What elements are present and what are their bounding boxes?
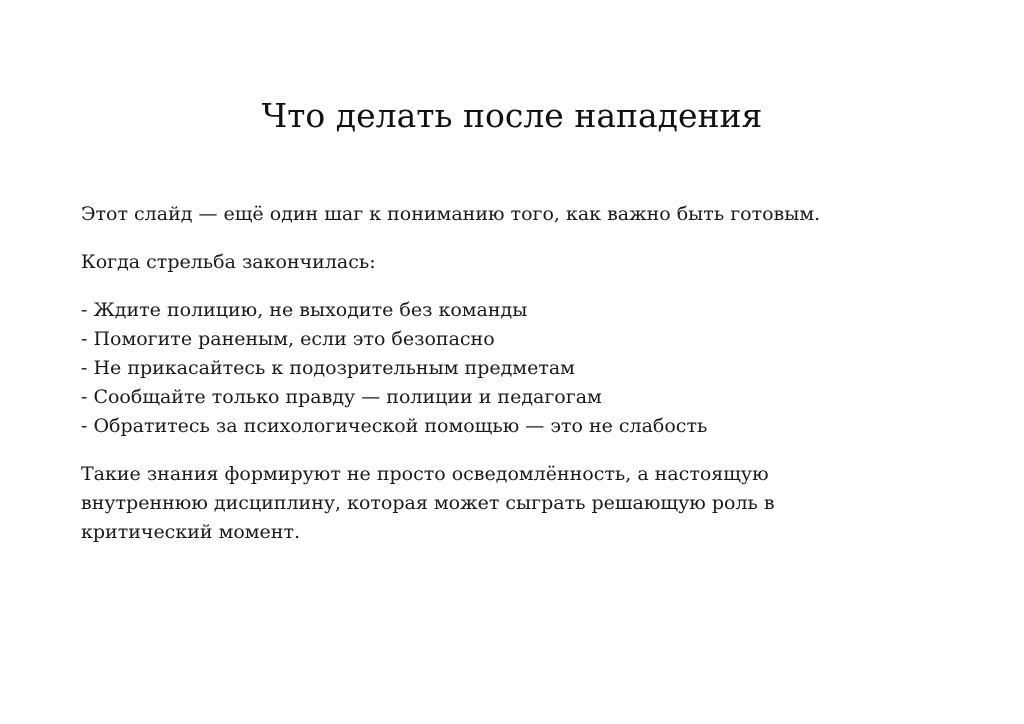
list-item: - Не прикасайтесь к подозрительным предметам <box>81 357 575 379</box>
list-item: - Сообщайте только правду — полиции и педагогам <box>81 386 602 408</box>
lead-paragraph: Когда стрельба закончилась: <box>81 251 376 273</box>
conclusion-paragraph: Такие знания формируют не просто осведомлённость, а настоящую внутреннюю дисциплину, которая может сыграть решающую роль в критический момент. <box>81 463 775 543</box>
instruction-list <box>81 296 881 441</box>
list-item: - Обратитесь за психологической помощью — это не слабость <box>81 415 708 437</box>
slide-title: Что делать после нападения <box>261 96 763 135</box>
slide-body <box>81 200 881 566</box>
list-item: - Ждите полицию, не выходите без команды <box>81 299 528 321</box>
list-item: - Помогите раненым, если это безопасно <box>81 328 495 350</box>
intro-paragraph: Этот слайд — ещё один шаг к пониманию того, как важно быть готовым. <box>81 203 821 225</box>
